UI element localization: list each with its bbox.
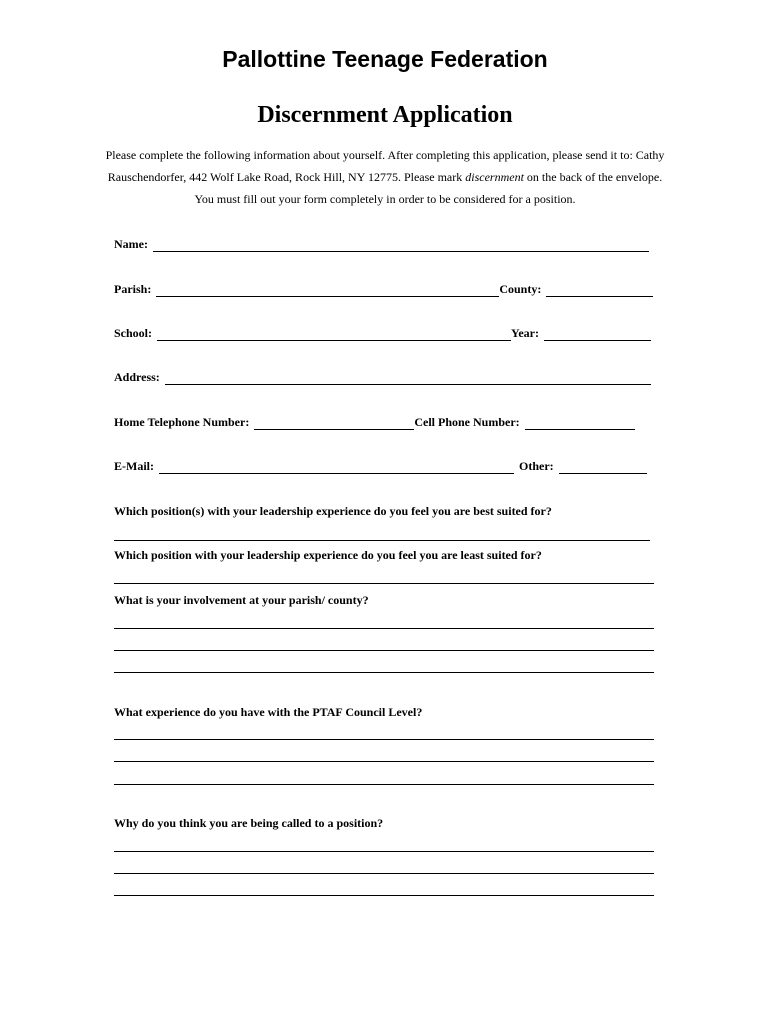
county-label: County:	[499, 282, 542, 296]
other-label: Other:	[519, 459, 554, 473]
question-parish-involvement: What is your involvement at your parish/ county?	[114, 593, 369, 607]
school-row	[114, 325, 651, 341]
email-label: E-Mail:	[114, 459, 154, 473]
instructions-emphasis: discernment	[465, 170, 524, 184]
answer-best-suited-line-1[interactable]	[114, 540, 650, 541]
year-field[interactable]	[544, 328, 651, 341]
school-field[interactable]	[157, 328, 511, 341]
answer-calling-line-1[interactable]	[114, 851, 654, 852]
answer-calling-line-3[interactable]	[114, 895, 654, 896]
phone-row	[114, 414, 635, 430]
name-label: Name:	[114, 237, 148, 251]
home-phone-field[interactable]	[254, 417, 414, 430]
school-label: School:	[114, 326, 153, 340]
other-field[interactable]	[559, 461, 647, 474]
organization-title: Pallottine Teenage Federation	[222, 46, 548, 72]
instructions-text-end: on the back of the envelope. You must fill out your form completely in order to be considered for a position.	[194, 170, 663, 206]
question-best-suited: Which position(s) with your leadership experience do you feel you are best suited for?	[114, 504, 552, 518]
parish-row	[114, 281, 653, 297]
answer-involvement-line-2[interactable]	[114, 650, 654, 651]
name-field[interactable]	[153, 239, 649, 252]
year-label: Year:	[511, 326, 539, 340]
address-label: Address:	[114, 370, 160, 384]
address-row	[114, 369, 651, 385]
email-row	[114, 458, 647, 474]
answer-least-suited-line-1[interactable]	[114, 583, 654, 584]
question-calling: Why do you think you are being called to a position?	[114, 816, 384, 830]
instructions-paragraph	[100, 144, 670, 210]
name-row	[114, 236, 649, 252]
parish-field[interactable]	[156, 284, 499, 297]
answer-ptaf-line-1[interactable]	[114, 739, 654, 740]
document-title: Discernment Application	[257, 102, 513, 128]
question-ptaf-experience: What experience do you have with the PTAF Council Level?	[114, 705, 423, 719]
parish-label: Parish:	[114, 282, 152, 296]
question-least-suited: Which position with your leadership experience do you feel you are least suited for?	[114, 548, 542, 562]
cell-phone-field[interactable]	[525, 417, 635, 430]
email-field[interactable]	[159, 461, 514, 474]
answer-ptaf-line-2[interactable]	[114, 761, 654, 762]
instructions-text-start: Please complete the following information about yourself. After completing this application, please send it to: Cathy Rauschendorfer, 442 Wolf Lake Road, Rock Hill, NY 12775. Please mark	[105, 148, 665, 184]
address-field[interactable]	[165, 372, 651, 385]
answer-calling-line-2[interactable]	[114, 873, 654, 874]
county-field[interactable]	[546, 284, 653, 297]
home-phone-label: Home Telephone Number:	[114, 415, 250, 429]
answer-ptaf-line-3[interactable]	[114, 784, 654, 785]
answer-involvement-line-1[interactable]	[114, 628, 654, 629]
cell-phone-label: Cell Phone Number:	[414, 415, 520, 429]
answer-involvement-line-3[interactable]	[114, 672, 654, 673]
